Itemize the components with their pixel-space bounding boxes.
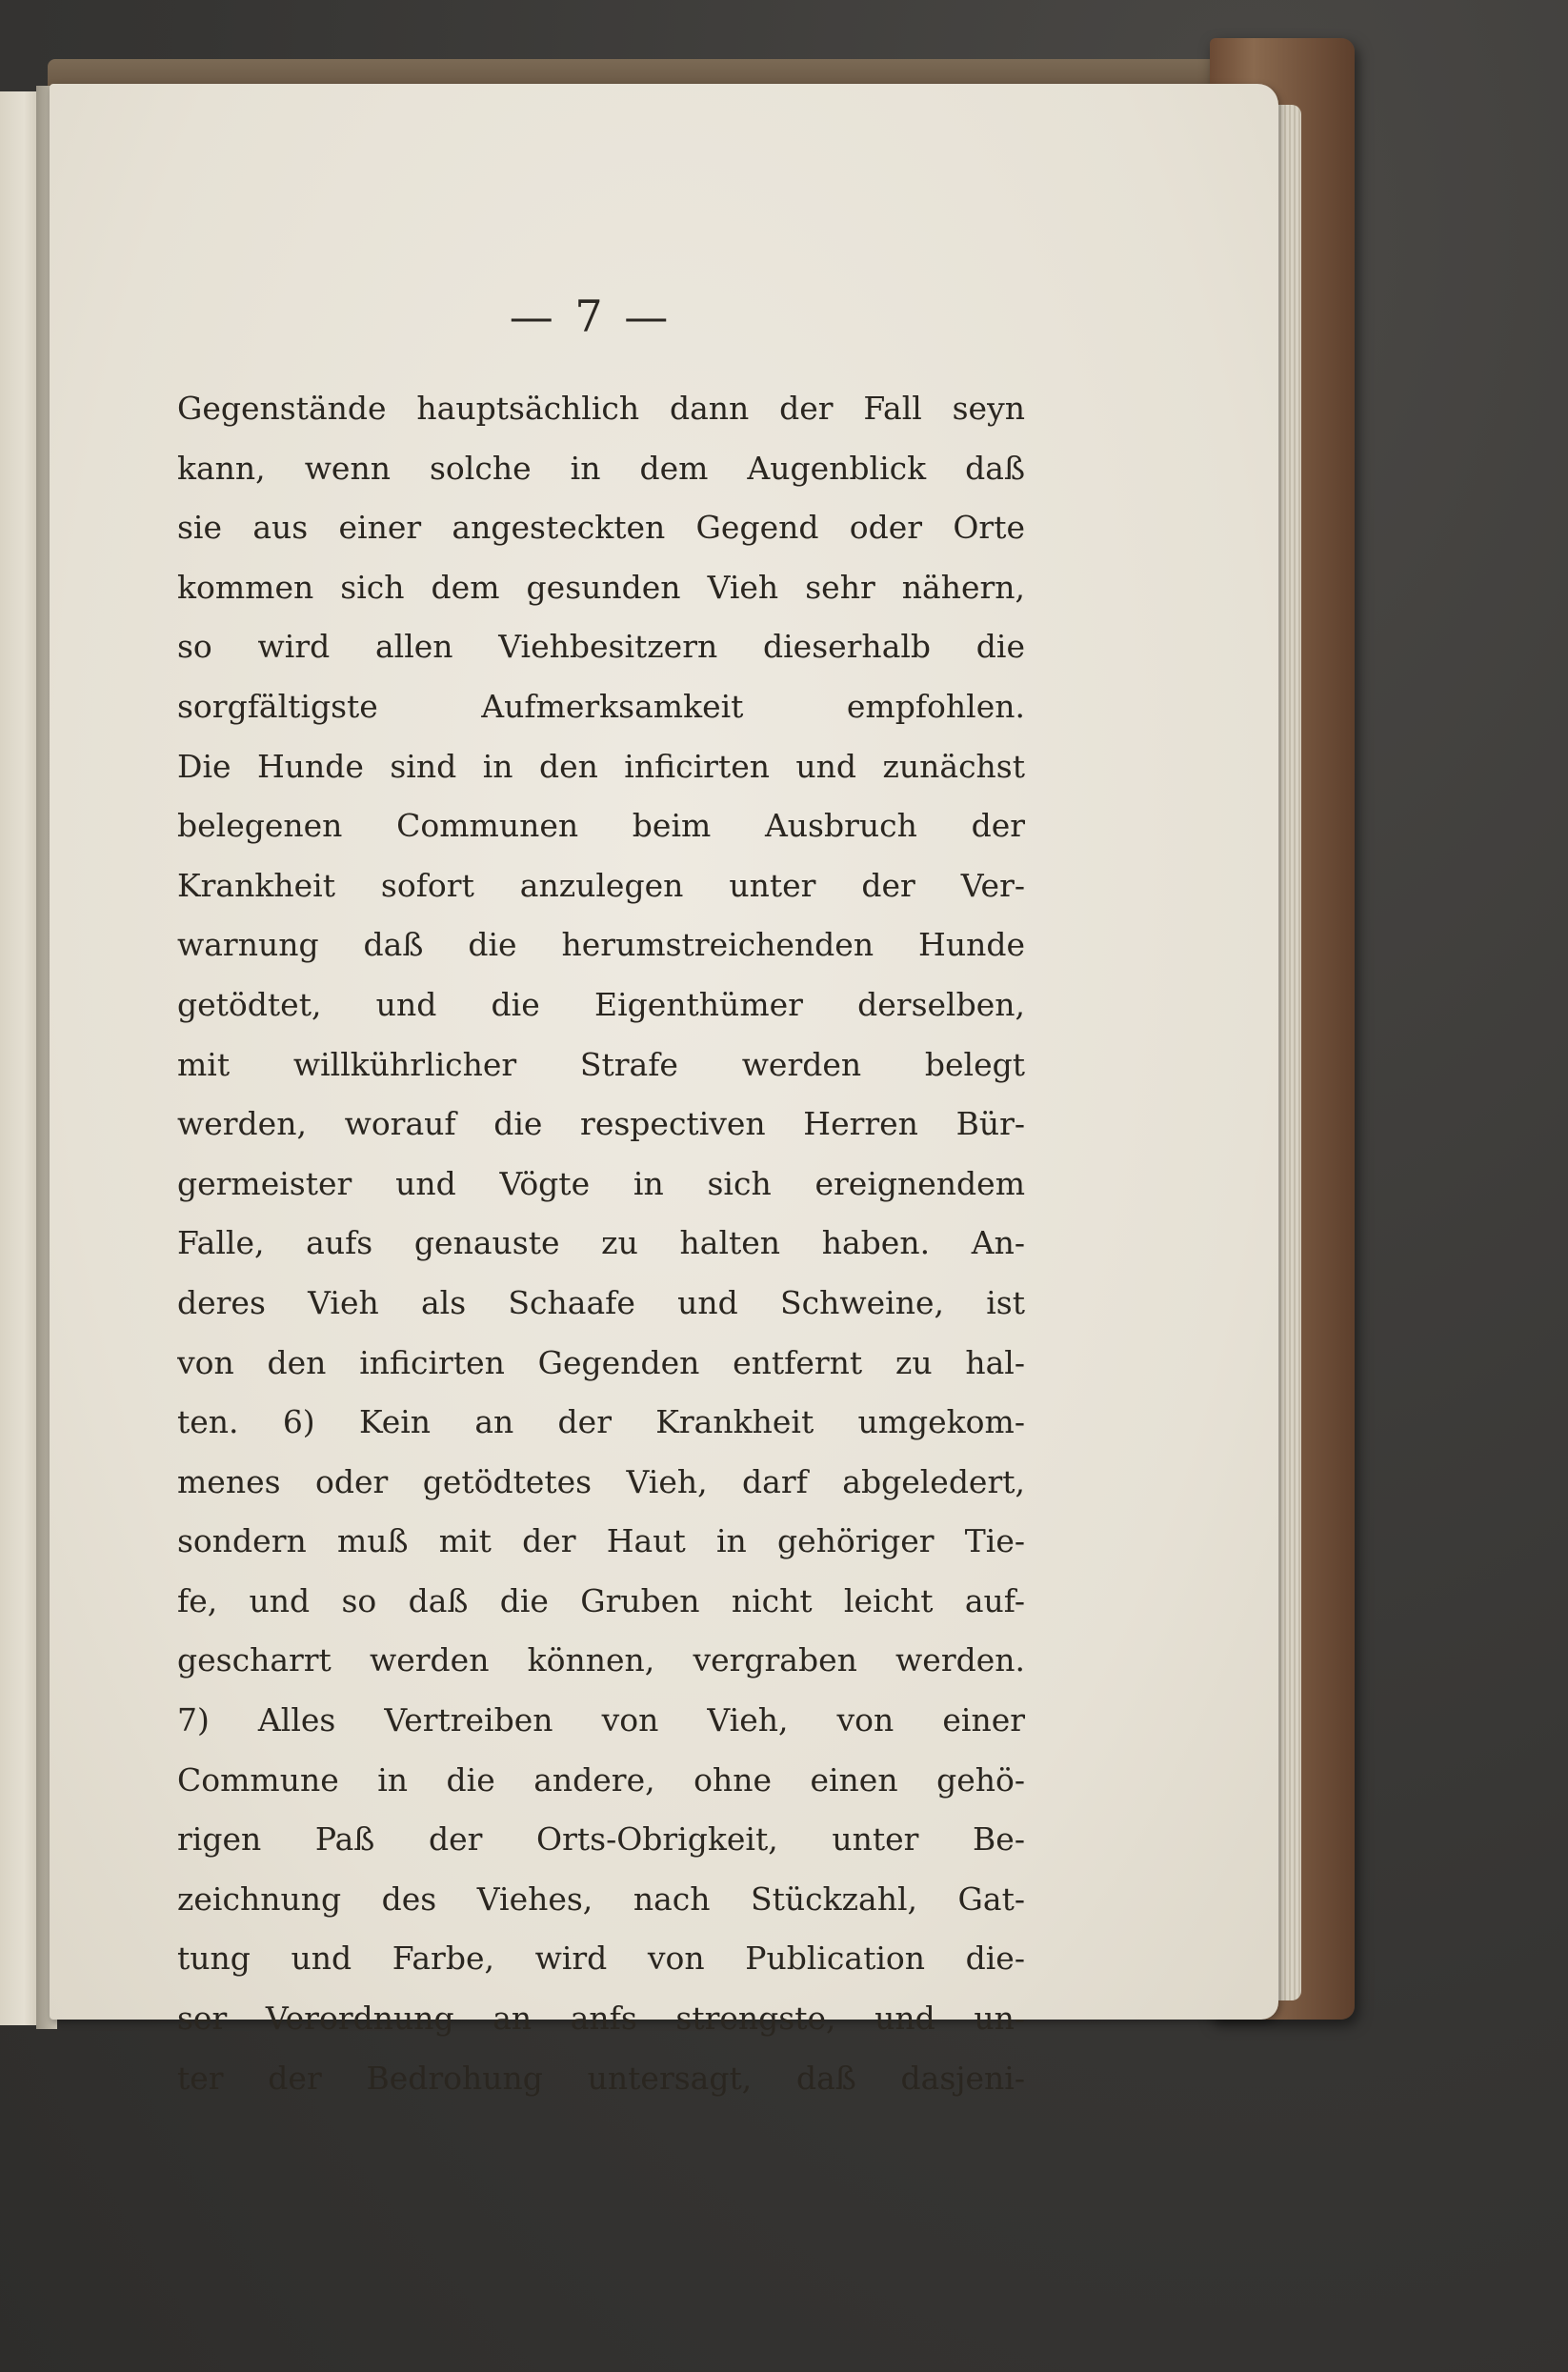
text-line: sorgfältigste Aufmerksamkeit empfohlen. (177, 687, 1025, 725)
text-line: Falle, aufs genauste zu halten haben. An- (177, 1224, 1025, 1262)
text-line: Gegenstände hauptsächlich dann der Fall seyn (177, 390, 1025, 427)
page-edges (1277, 105, 1301, 2000)
text-line: fe, und so daß die Gruben nicht leicht auf- (177, 1581, 1025, 1619)
text-line: von den inficirten Gegenden entfernt zu hal- (177, 1343, 1025, 1381)
text-line: ten. 6) Kein an der Krankheit umgekom- (177, 1403, 1025, 1441)
text-line: sondern muß mit der Haut in gehöriger Tie- (177, 1522, 1025, 1560)
text-line: rigen Paß der Orts-Obrigkeit, unter Be- (177, 1820, 1025, 1859)
text-line: tung und Farbe, wird von Publication die- (177, 1940, 1025, 1978)
text-line: germeister und Vögte in sich ereignendem (177, 1164, 1025, 1202)
text-line: deres Vieh als Schaafe und Schweine, ist (177, 1283, 1025, 1321)
text-line: warnung daß die herumstreichenden Hunde (177, 926, 1025, 964)
text-line: Die Hunde sind in den inficirten und zunächst (177, 747, 1025, 785)
text-line: ter der Bedrohung untersagt, daß dasjeni- (177, 2059, 1025, 2097)
text-line: zeichnung des Viehes, nach Stückzahl, Gat- (177, 1880, 1025, 1918)
left-facing-page (0, 91, 40, 2025)
text-line: ser Verordnung an anfs strengste, und un- (177, 2000, 1025, 2038)
text-line: gescharrt werden können, vergraben werden. (177, 1641, 1025, 1679)
text-line: Krankheit sofort anzulegen unter der Ver- (177, 866, 1025, 904)
page-number: — 7 — (509, 291, 673, 342)
text-line: 7) Alles Vertreiben von Vieh, von einer (177, 1701, 1025, 1739)
text-block (177, 379, 1025, 2108)
text-line: werden, worauf die respectiven Herren Bür- (177, 1105, 1025, 1143)
text-line: getödtet, und die Eigenthümer derselben, (177, 985, 1025, 1023)
text-line: sie aus einer angesteckten Gegend oder Orte (177, 509, 1025, 547)
text-line: kommen sich dem gesunden Vieh sehr nähern, (177, 568, 1025, 606)
text-line: mit willkührlicher Strafe werden belegt (177, 1045, 1025, 1083)
text-line: kann, wenn solche in dem Augenblick daß (177, 449, 1025, 487)
text-line: menes oder getödtetes Vieh, darf abgeledert, (177, 1462, 1025, 1500)
text-line: so wird allen Viehbesitzern dieserhalb die (177, 628, 1025, 666)
text-line: belegenen Communen beim Ausbruch der (177, 807, 1025, 845)
text-line: Commune in die andere, ohne einen gehö- (177, 1760, 1025, 1799)
